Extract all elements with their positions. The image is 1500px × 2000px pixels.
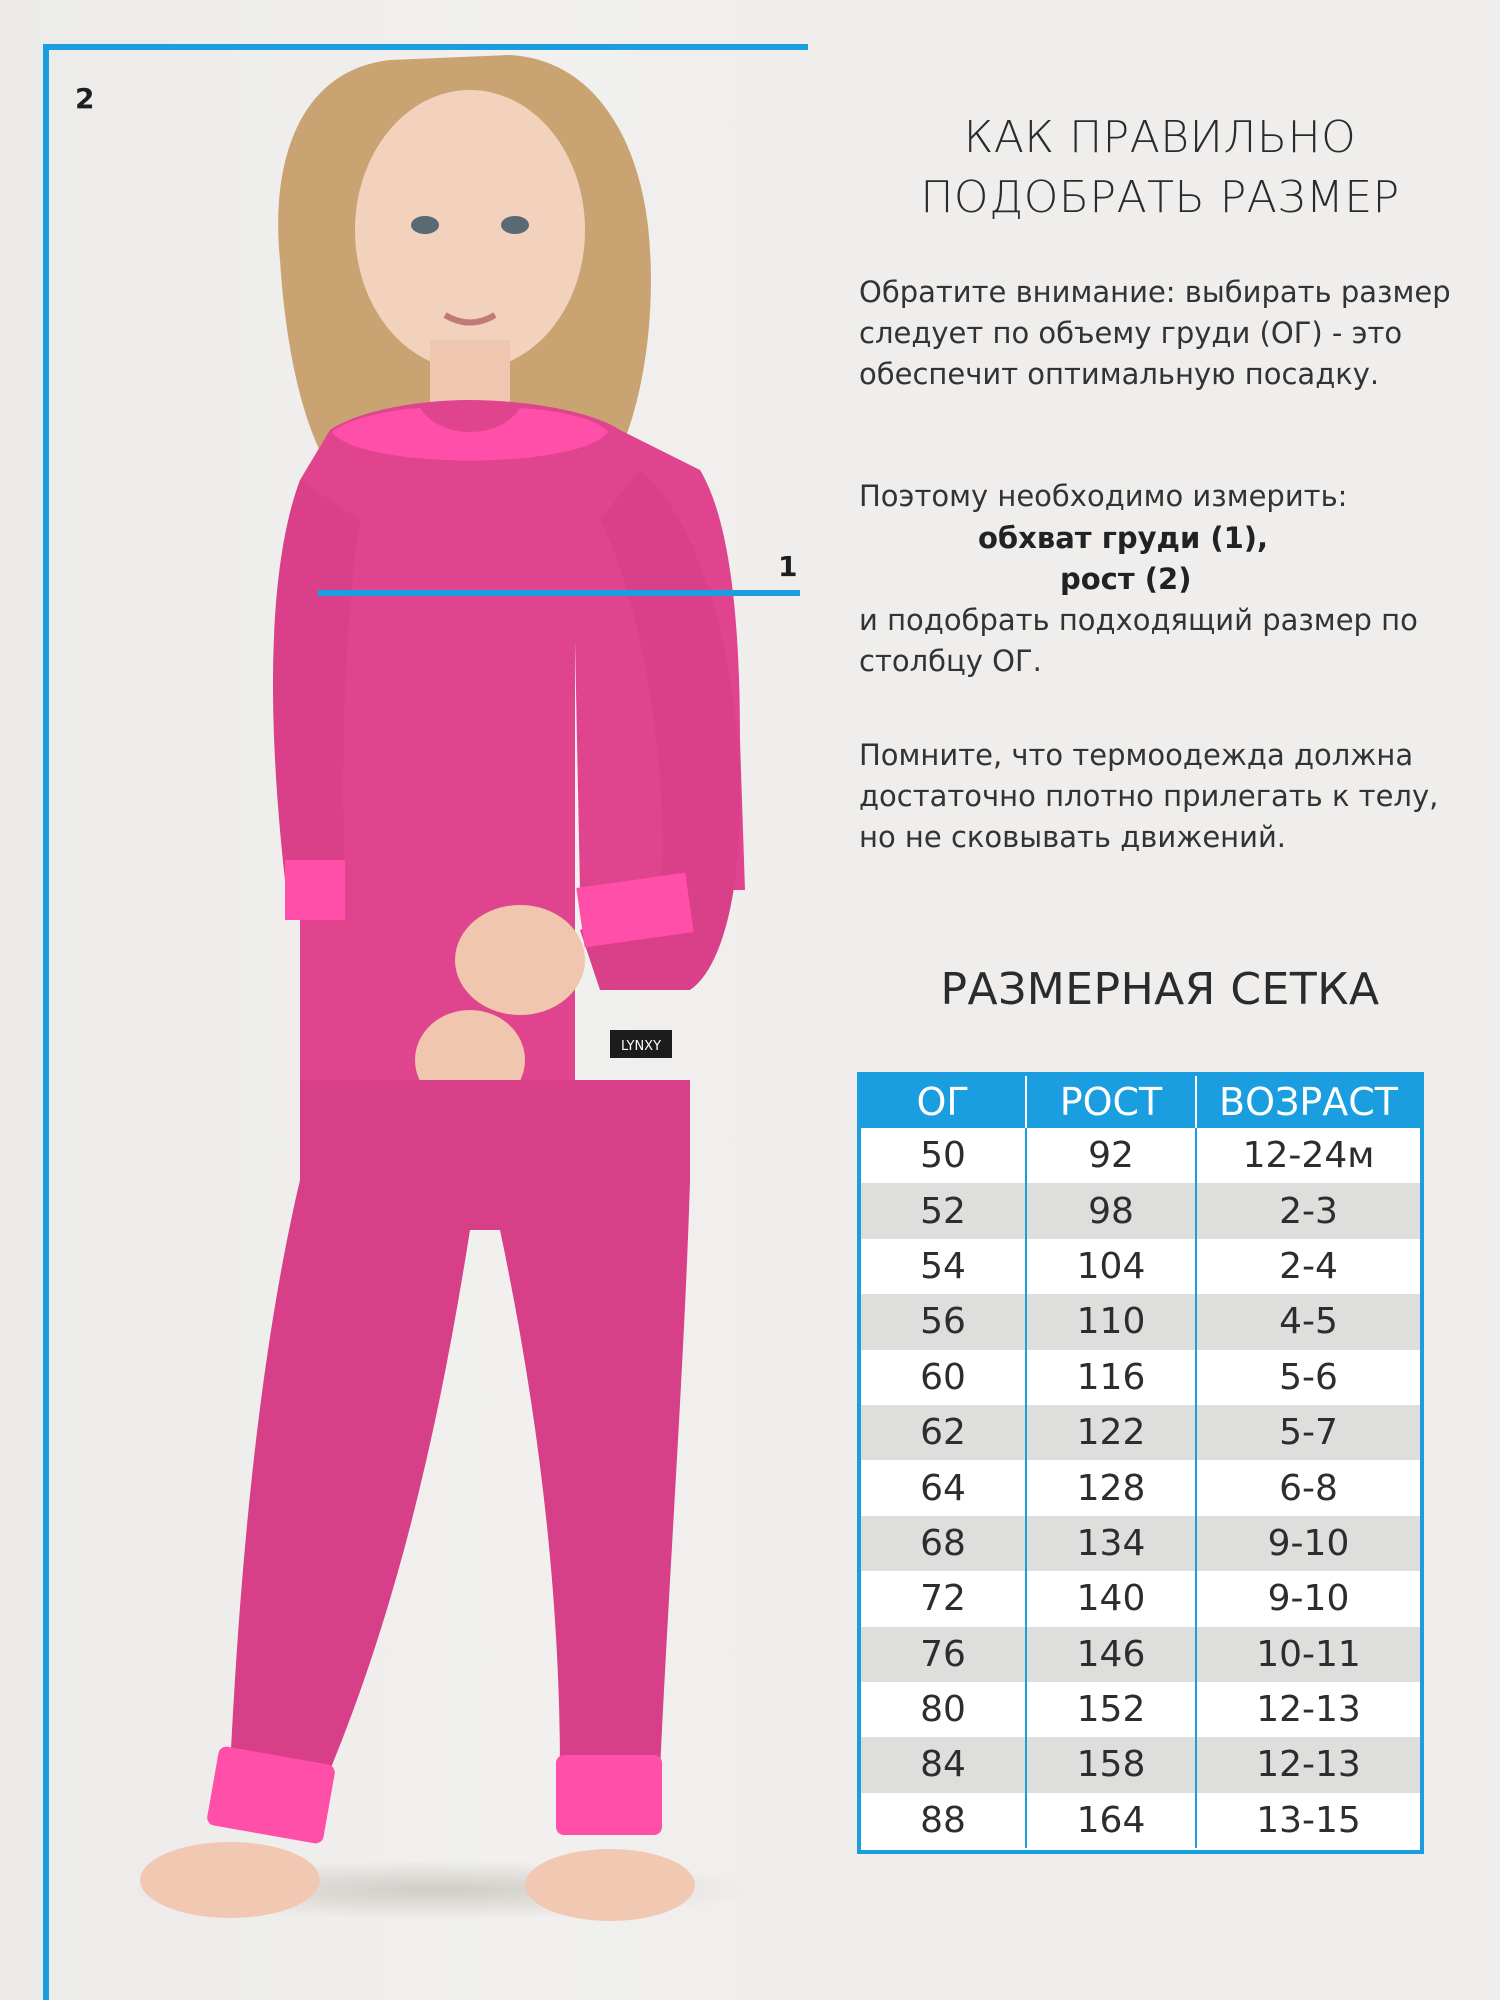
chest-guide-line — [318, 590, 800, 596]
cell-rost: 98 — [1026, 1183, 1196, 1238]
cell-rost: 116 — [1026, 1350, 1196, 1405]
cell-og: 52 — [861, 1183, 1026, 1238]
height-guide-top-line — [43, 44, 808, 50]
measure-height-item: рост (2) — [1060, 562, 1192, 596]
cell-rost: 134 — [1026, 1516, 1196, 1571]
cell-age: 6-8 — [1196, 1460, 1420, 1515]
cell-rost: 104 — [1026, 1239, 1196, 1294]
cell-og: 72 — [861, 1571, 1026, 1626]
cell-age: 13-15 — [1196, 1793, 1420, 1848]
table-row — [861, 1793, 1420, 1848]
cell-age: 5-7 — [1196, 1405, 1420, 1460]
cell-og: 62 — [861, 1405, 1026, 1460]
cell-age: 5-6 — [1196, 1350, 1420, 1405]
size-table-body — [861, 1128, 1420, 1848]
cell-age: 12-24м — [1196, 1128, 1420, 1183]
cell-age: 10-11 — [1196, 1627, 1420, 1682]
cell-rost: 164 — [1026, 1793, 1196, 1848]
table-row — [861, 1682, 1420, 1737]
cell-rost: 128 — [1026, 1460, 1196, 1515]
cell-age: 9-10 — [1196, 1571, 1420, 1626]
cell-og: 50 — [861, 1128, 1026, 1183]
measure-instruction: и подобрать подходящий размер по столбцу ОГ. — [859, 603, 1418, 678]
table-row — [861, 1294, 1420, 1349]
header-og: ОГ — [861, 1076, 1026, 1128]
cell-rost: 110 — [1026, 1294, 1196, 1349]
cell-og: 84 — [861, 1737, 1026, 1792]
cell-og: 56 — [861, 1294, 1026, 1349]
cell-og: 80 — [861, 1682, 1026, 1737]
table-row — [861, 1405, 1420, 1460]
cell-og: 60 — [861, 1350, 1026, 1405]
cell-age: 4-5 — [1196, 1294, 1420, 1349]
table-row — [861, 1737, 1420, 1792]
cell-og: 64 — [861, 1460, 1026, 1515]
title-line-1: КАК ПРАВИЛЬНО — [963, 112, 1357, 163]
table-header-row — [861, 1076, 1420, 1128]
title-line-2: ПОДОБРАТЬ РАЗМЕР — [920, 172, 1400, 223]
page-title — [860, 108, 1460, 228]
cell-rost: 158 — [1026, 1737, 1196, 1792]
cell-og: 68 — [861, 1516, 1026, 1571]
table-row — [861, 1128, 1420, 1183]
cell-og: 54 — [861, 1239, 1026, 1294]
cell-og: 88 — [861, 1793, 1026, 1848]
cell-rost: 140 — [1026, 1571, 1196, 1626]
height-guide-line — [43, 44, 49, 2000]
cell-rost: 152 — [1026, 1682, 1196, 1737]
size-grid-title: РАЗМЕРНАЯ СЕТКА — [940, 964, 1380, 1015]
fit-reminder-paragraph: Помните, что термоодежда должна достаточно плотно прилегать к телу, но не сковывать движений. — [859, 738, 1439, 854]
table-row — [861, 1350, 1420, 1405]
table-row — [861, 1571, 1420, 1626]
cell-age: 2-4 — [1196, 1239, 1420, 1294]
cell-og: 76 — [861, 1627, 1026, 1682]
cell-age: 2-3 — [1196, 1183, 1420, 1238]
cell-age: 12-13 — [1196, 1737, 1420, 1792]
table-row — [861, 1239, 1420, 1294]
header-age: ВОЗРАСТ — [1196, 1076, 1420, 1128]
cell-age: 9-10 — [1196, 1516, 1420, 1571]
table-row — [861, 1183, 1420, 1238]
measure-intro: Поэтому необходимо измерить: — [859, 479, 1348, 513]
cell-age: 12-13 — [1196, 1682, 1420, 1737]
table-row — [861, 1627, 1420, 1682]
height-marker: 2 — [75, 82, 95, 115]
header-rost: РОСТ — [1026, 1076, 1196, 1128]
measure-chest-item: обхват груди (1), — [978, 521, 1269, 555]
table-row — [861, 1516, 1420, 1571]
brand-label: LYNXY — [620, 1039, 662, 1054]
cell-rost: 122 — [1026, 1405, 1196, 1460]
size-table — [857, 1072, 1424, 1854]
attention-paragraph: Обратите внимание: выбирать размер следует по объему груди (ОГ) - это обеспечит оптимальную посадку. — [859, 275, 1451, 391]
cell-rost: 92 — [1026, 1128, 1196, 1183]
chest-marker: 1 — [778, 550, 798, 583]
cell-rost: 146 — [1026, 1627, 1196, 1682]
table-row — [861, 1460, 1420, 1515]
